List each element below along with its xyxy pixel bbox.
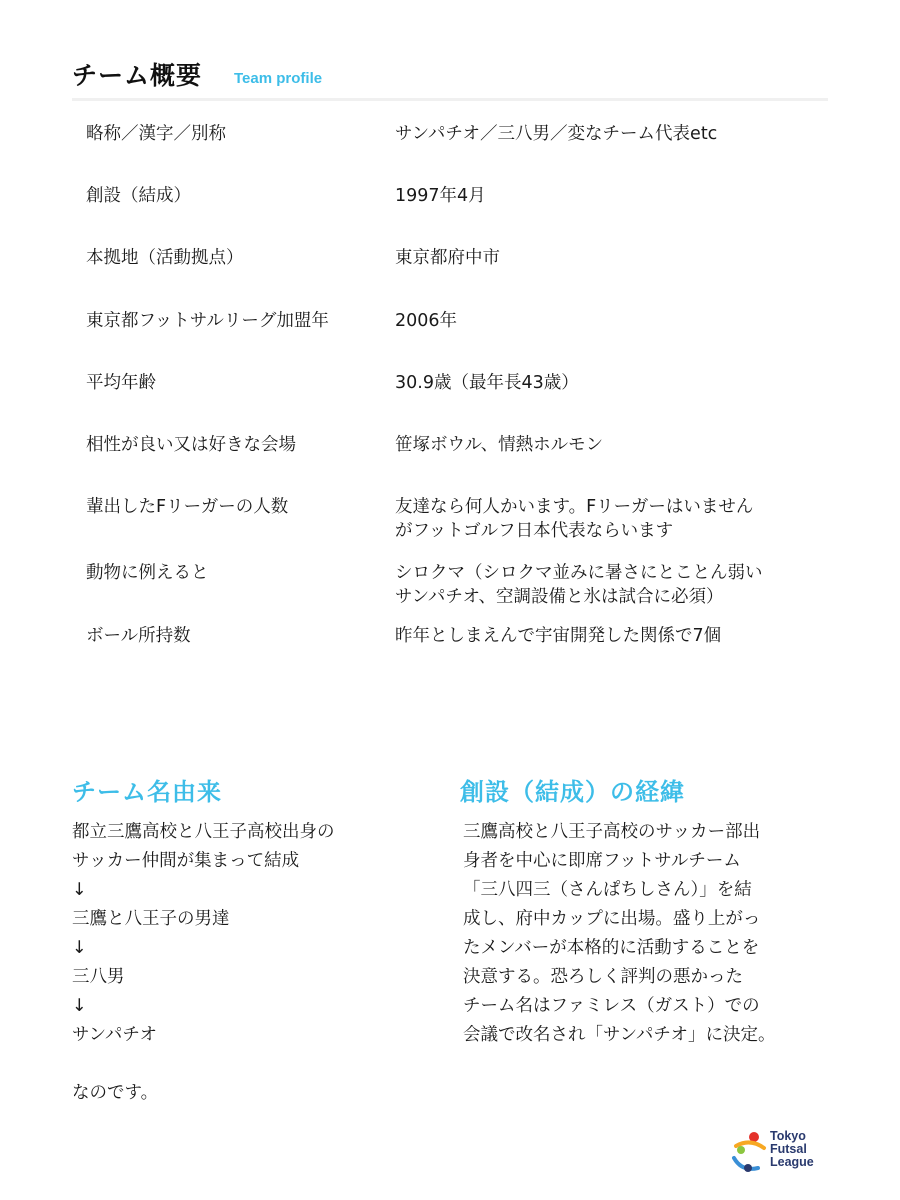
section-header [72, 56, 828, 101]
name-origin-body: 都立三鷹高校と八王子高校出身の サッカー仲間が集まって結成 ↓ 三鷹と八王子の男達 ↓ 三八男 ↓ サンパチオ なのです。 [72, 822, 335, 1103]
profile-label: 本拠地（活動拠点） [86, 248, 244, 268]
name-origin-title: チーム名由来 [72, 778, 222, 806]
profile-label: 創設（結成） [86, 186, 191, 206]
logo-line: League [770, 1155, 814, 1169]
profile-label: 輩出したFリーガーの人数 [86, 497, 289, 517]
page-subtitle: Team profile [234, 70, 323, 87]
profile-value: シロクマ（シロクマ並みに暑さにとことん弱い サンパチオ、空調設備と氷は試合に必須） [395, 563, 763, 607]
profile-value: サンパチオ／三八男／変なチーム代表etc [395, 124, 718, 144]
profile-value: 30.9歳（最年長43歳） [395, 373, 579, 393]
tokyo-futsal-league-logo [730, 1128, 830, 1176]
profile-value: 1997年4月 [395, 186, 486, 206]
profile-value: 東京都府中市 [395, 248, 500, 268]
logo-line: Futsal [770, 1142, 807, 1156]
profile-label: 平均年齢 [86, 373, 156, 393]
profile-label: 相性が良い又は好きな会場 [86, 435, 296, 455]
founding-story-title: 創設（結成）の経緯 [460, 778, 685, 806]
founding-story-body: 三鷹高校と八王子高校のサッカー部出 身者を中心に即席フットサルチーム 「三八四三（さんぱちしさん）」を結 成し、府中カップに出場。盛り上がっ たメンバーが本格的に活動することを 決意する。恐ろしく評判の悪かった チーム名はファミレス（ガスト）での 会議で改名され「サンパチオ」に決定。 [463, 822, 776, 1045]
logo-wordmark [770, 1130, 814, 1169]
profile-label: 動物に例えると [86, 563, 209, 583]
profile-label: ボール所持数 [86, 626, 191, 646]
profile-label: 略称／漢字／別称 [86, 124, 226, 144]
profile-value: 友達なら何人かいます。Fリーガーはいません がフットゴルフ日本代表ならいます [395, 497, 754, 541]
logo-line: Tokyo [770, 1129, 806, 1143]
profile-value: 2006年 [395, 311, 458, 331]
profile-label: 東京都フットサルリーグ加盟年 [86, 311, 329, 331]
league-emblem-icon [730, 1128, 770, 1176]
page-title: チーム概要 [72, 61, 203, 90]
profile-value: 笹塚ボウル、情熱ホルモン [395, 435, 604, 455]
profile-value: 昨年としまえんで宇宙開発した関係で7個 [395, 626, 722, 646]
